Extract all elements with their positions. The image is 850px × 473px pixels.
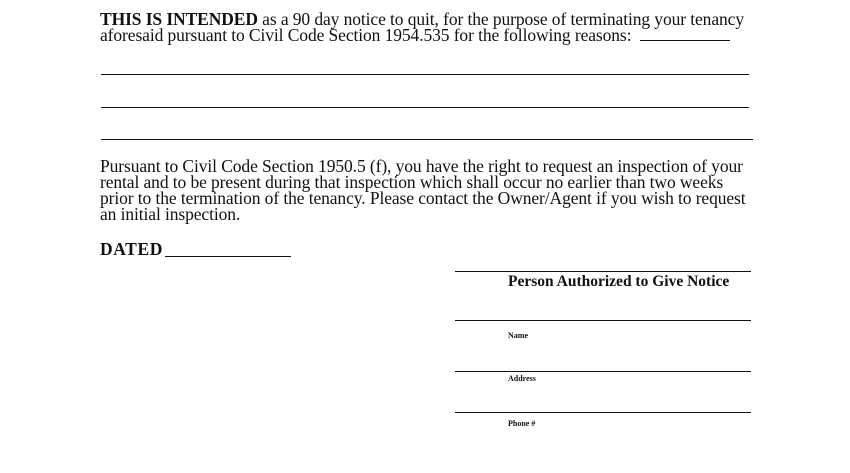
inspection-line-2: rental and to be present during that inspection which shall occur no earlier than two weeks xyxy=(100,172,724,192)
inspection-line-4: an initial inspection. xyxy=(100,204,241,224)
name-label: Name xyxy=(508,331,528,340)
notice-line-2-text: aforesaid pursuant to Civil Code Section 1954.535 for the following reasons: xyxy=(100,25,632,45)
reason-line-3[interactable] xyxy=(101,139,753,140)
phone-line[interactable] xyxy=(455,412,751,413)
address-line[interactable] xyxy=(455,371,751,372)
inspection-line-1: Pursuant to Civil Code Section 1950.5 (f), you have the right to request an inspection of your xyxy=(100,156,743,176)
notice-lead: THIS IS INTENDED xyxy=(100,9,258,29)
address-label: Address xyxy=(508,374,536,383)
signature-line[interactable] xyxy=(455,271,751,272)
reasons-blank-inline[interactable] xyxy=(640,28,730,41)
dated-blank[interactable] xyxy=(165,256,291,257)
name-line[interactable] xyxy=(455,320,751,321)
inspection-line-3: prior to the termination of the tenancy. Please contact the Owner/Agent if you wish to request xyxy=(100,188,746,208)
dated-label: DATED xyxy=(100,239,163,259)
phone-label: Phone # xyxy=(508,419,536,428)
reason-line-2[interactable] xyxy=(101,107,749,108)
reason-line-1[interactable] xyxy=(101,74,749,75)
notice-line-1-text: as a 90 day notice to quit, for the purpose of terminating your tenancy xyxy=(257,9,744,29)
person-authorized-label: Person Authorized to Give Notice xyxy=(508,273,730,290)
notice-line-2 xyxy=(100,25,730,45)
